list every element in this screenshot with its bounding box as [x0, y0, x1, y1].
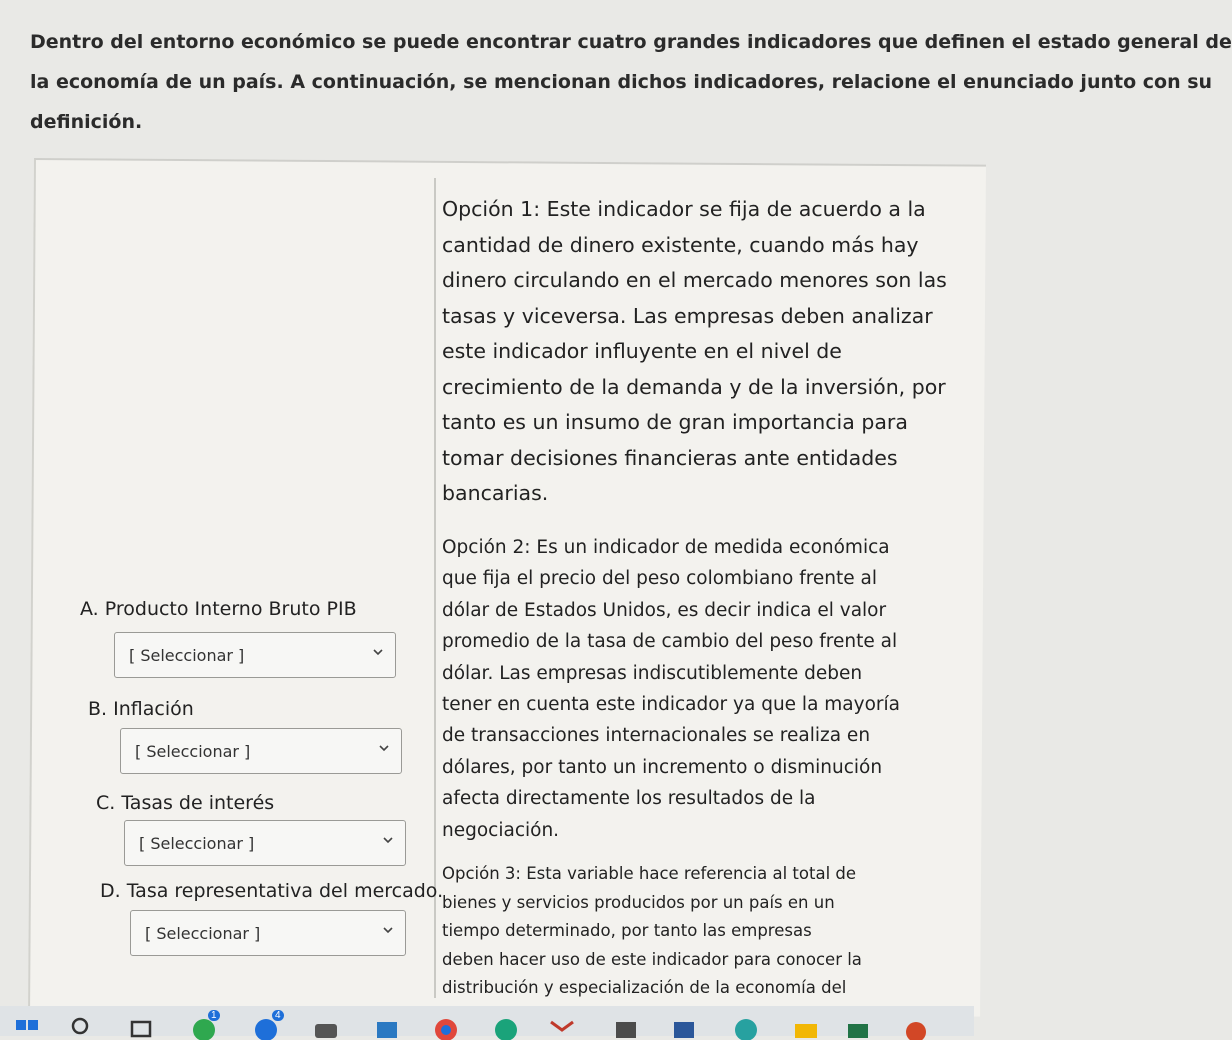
- notification-badge: 1: [208, 1010, 220, 1021]
- meet-icon[interactable]: [732, 1012, 760, 1040]
- option-2-line: dólar. Las empresas indiscutiblemente deben: [442, 662, 863, 684]
- search-icon[interactable]: [68, 1012, 96, 1040]
- question-b-select[interactable]: [120, 728, 402, 774]
- question-d-select[interactable]: [130, 910, 406, 956]
- option-1-line: tomar decisiones financieras ante entidades: [442, 445, 898, 470]
- option-2-line: de transacciones internacionales se realiza en: [442, 725, 871, 747]
- question-d-label: D. Tasa representativa del mercado.: [100, 880, 444, 902]
- option-2-line: negociación.: [442, 819, 560, 841]
- option-3-text: [442, 860, 962, 1003]
- camera-icon[interactable]: [312, 1012, 340, 1040]
- chevron-down-icon: [381, 923, 395, 937]
- option-1-line: cantidad de dinero existente, cuando más hay: [442, 232, 919, 257]
- instructions-line-2: la economía de un país. A continuación, se mencionan dichos indicadores, relacione el enunciado junto con su: [30, 71, 1213, 93]
- option-3-line: deben hacer uso de este indicador para conocer la: [442, 949, 862, 969]
- option-2-line: Opción 2: Es un indicador de medida económica: [442, 537, 890, 558]
- word-icon[interactable]: [670, 1012, 698, 1040]
- option-2-line: dólares, por tanto un incremento o disminución: [442, 756, 883, 778]
- chevron-down-icon: [377, 741, 391, 755]
- chrome-icon[interactable]: [432, 1012, 460, 1040]
- option-1-line: Opción 1: Este indicador se fija de acuerdo a la: [442, 197, 926, 221]
- option-2-line: tener en cuenta este indicador ya que la mayoría: [442, 694, 900, 716]
- instructions: [30, 22, 1232, 142]
- option-2-line: dólar de Estados Unidos, es decir indica el valor: [442, 599, 887, 621]
- option-3-line: Opción 3: Esta variable hace referencia al total de: [442, 864, 857, 883]
- question-c-label: C. Tasas de interés: [96, 792, 275, 814]
- question-d-select-value: [ Seleccionar ]: [145, 923, 261, 943]
- notification-badge: 4: [272, 1010, 284, 1021]
- excel-icon[interactable]: [844, 1012, 872, 1040]
- option-1-line: este indicador influyente en el nivel de: [442, 339, 842, 363]
- task-view-icon[interactable]: [128, 1012, 156, 1040]
- question-a-select[interactable]: [114, 632, 396, 678]
- edge-icon[interactable]: [492, 1012, 520, 1040]
- taskbar: [0, 1006, 974, 1036]
- option-2-line: afecta directamente los resultados de la: [442, 788, 816, 810]
- chevron-down-icon: [371, 645, 385, 659]
- chevron-down-icon: [381, 833, 395, 847]
- calculator-icon[interactable]: [612, 1012, 640, 1040]
- option-3-line: distribución y especialización de la economía del: [442, 978, 847, 997]
- question-b-label: B. Inflación: [88, 698, 194, 720]
- powerpoint-icon[interactable]: [902, 1012, 930, 1040]
- instructions-line-3: definición.: [30, 111, 143, 133]
- option-1-line: tasas y viceversa. Las empresas deben analizar: [442, 303, 933, 328]
- option-3-line: tiempo determinado, por tanto las empresas: [442, 921, 812, 940]
- option-2-line: promedio de la tasa de cambio del peso frente al: [442, 631, 898, 653]
- option-2-text: [442, 532, 962, 846]
- question-c-select-value: [ Seleccionar ]: [139, 833, 255, 853]
- question-b-select-value: [ Seleccionar ]: [135, 741, 251, 761]
- question-a-select-value: [ Seleccionar ]: [129, 645, 245, 665]
- question-a-label: A. Producto Interno Bruto PIB: [80, 598, 357, 620]
- option-1-line: crecimiento de la demanda y de la inversión, por: [442, 374, 946, 399]
- column-divider: [434, 178, 436, 998]
- folder-icon[interactable]: [792, 1012, 820, 1040]
- mail-icon[interactable]: [548, 1012, 576, 1040]
- option-2-line: que fija el precio del peso colombiano frente al: [442, 568, 878, 590]
- option-3-line: bienes y servicios producidos por un país en un: [442, 892, 835, 912]
- instructions-line-1: Dentro del entorno económico se puede encontrar cuatro grandes indicadores que definen el estado general de: [30, 31, 1232, 53]
- option-1-line: dinero circulando en el mercado menores son las: [442, 268, 947, 292]
- windows-start-icon[interactable]: [14, 1012, 42, 1040]
- option-1-line: tanto es un insumo de gran importancia para: [442, 410, 908, 434]
- option-1-text: [442, 192, 962, 512]
- question-c-select[interactable]: [124, 820, 406, 866]
- option-1-line: bancarias.: [442, 481, 549, 505]
- app-icon[interactable]: [374, 1012, 402, 1040]
